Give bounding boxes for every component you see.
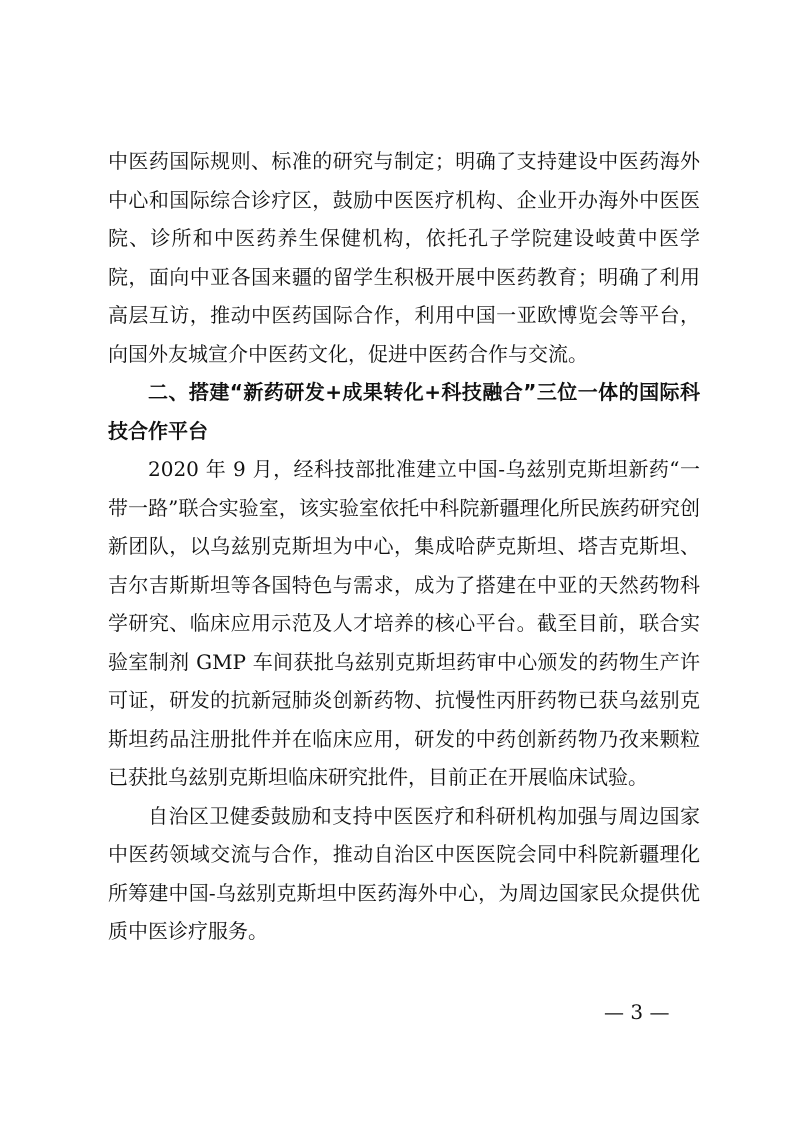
paragraph-health-commission: 自治区卫健委鼓励和支持中医医疗和科研机构加强与周边国家中医药领域交流与合作，推动自治区中医医院会同中科院新疆理化所筹建中国-乌兹别克斯坦中医药海外中心，为周边国家民众提供优质中医诊疗服务。 (108, 803, 700, 943)
paragraph-joint-laboratory: 2020 年 9 月，经科技部批准建立中国-乌兹别克斯坦新药“一带一路”联合实验室，该实验室依托中科院新疆理化所民族药研究创新团队，以乌兹别克斯坦为中心，集成哈萨克斯坦、塔吉克斯坦、吉尔吉斯斯坦等各国特色与需求，成为了搭建在中亚的天然药物科学研究、临床应用示范及人才培养的核心平台。截至目前，联合实验室制剂 GMP 车间获批乌兹别克斯坦药审中心颁发的药物生产许可证，研发的抗新冠肺炎创新药物、抗慢性丙肝药物已获乌兹别克斯坦药品注册批件并在临床应用，研发的中药创新药物乃孜来颗粒已获批乌兹别克斯坦临床研究批件，目前正在开展临床试验。 (108, 457, 700, 789)
document-body (108, 142, 700, 951)
page-number: — 3 — (604, 1000, 670, 1024)
paragraph-continuation: 中医药国际规则、标准的研究与制定；明确了支持建设中医药海外中心和国际综合诊疗区，鼓励中医医疗机构、企业开办海外中医医院、诊所和中医药养生保健机构，依托孔子学院建设岐黄中医学院，面向中亚各国来疆的留学生积极开展中医药教育；明确了利用高层互访，推动中医药国际合作，利用中国一亚欧博览会等平台，向国外友城宣介中医药文化，促进中医药合作与交流。 (108, 149, 700, 366)
section-heading: 二、搭建“新药研发+成果转化+科技融合”三位一体的国际科技合作平台 (108, 380, 700, 443)
